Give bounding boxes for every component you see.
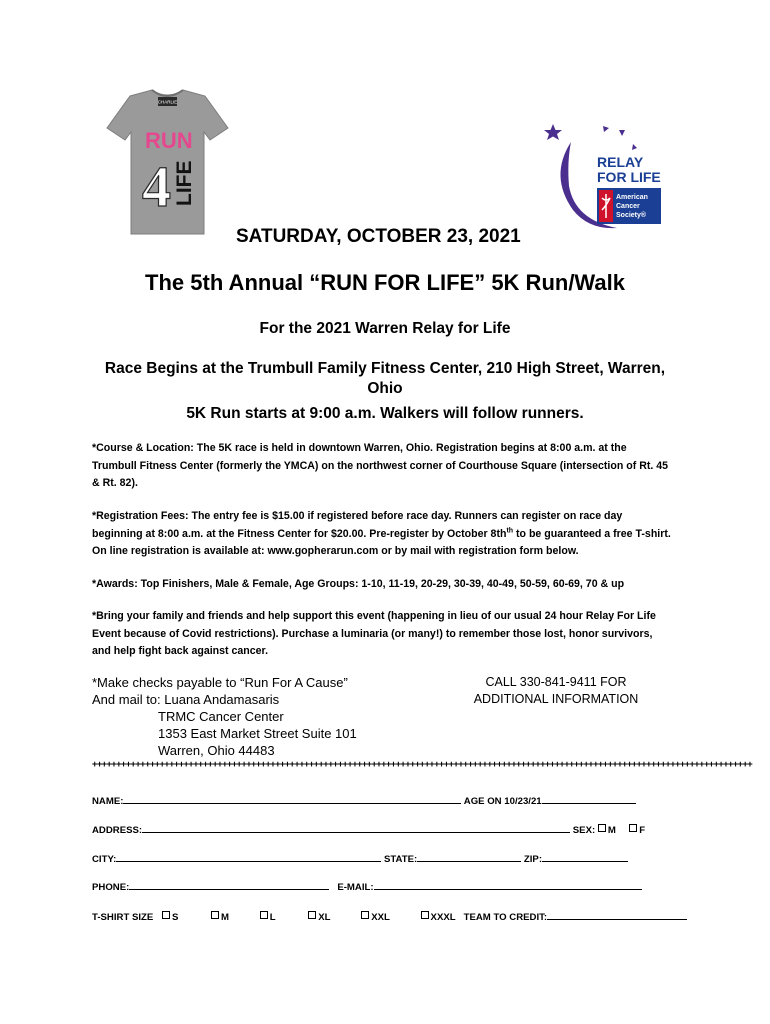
checks-payable: *Make checks payable to “Run For A Cause” — [92, 675, 348, 690]
size-xxl-checkbox[interactable] — [361, 911, 369, 919]
size-xl-checkbox[interactable] — [308, 911, 316, 919]
race-location: Race Begins at the Trumbull Family Fitness Center, 210 High Street, Warren, Ohio — [104, 360, 666, 397]
call-info-line2: ADDITIONAL INFORMATION — [473, 692, 639, 706]
name-field[interactable] — [123, 794, 461, 804]
city-field[interactable] — [116, 852, 381, 862]
star-icon — [544, 124, 562, 140]
logo-relay-text: RELAY — [597, 154, 644, 170]
zip-field[interactable] — [542, 852, 628, 862]
size-s-checkbox[interactable] — [162, 911, 170, 919]
event-subtitle: For the 2021 Warren Relay for Life — [259, 320, 511, 337]
plus-divider: +++++++++++++++++++++++++++++++++++++++++++++++++++++++++++++++++++++++++++++++++++++++++++++++++++++++++++++++++++++++++++++++++++++++++ — [92, 760, 753, 770]
size-xxl-label: XXL — [371, 912, 390, 923]
email-label: E-MAIL: — [337, 882, 374, 893]
event-date: SATURDAY, OCTOBER 23, 2021 — [236, 226, 521, 247]
mail-to: And mail to: Luana Andamasaris — [92, 692, 280, 707]
phone-label: PHONE: — [92, 882, 130, 893]
form-row-tshirt — [92, 910, 687, 923]
sex-f-label: F — [639, 825, 646, 836]
age-field[interactable] — [542, 794, 636, 804]
acs-text-2: Cancer — [616, 203, 640, 210]
size-m-checkbox[interactable] — [211, 911, 219, 919]
form-row-city — [92, 852, 628, 865]
registration-fees-paragraph: *Registration Fees: The entry fee is $15.00 if registered before race day. Runners can register on race day beginning at 8:00 a.m. at the Fitness Center for $20.00. Pre-register by October $8th^{th}$ to be guaranteed a free T-shirt. On line registration is available at: www.gopherarun.com or by mail with registration form below. — [92, 510, 671, 557]
mailing-instructions — [92, 674, 357, 759]
tshirt-size-label: T-SHIRT SIZE — [92, 912, 154, 923]
phone-field[interactable] — [129, 880, 329, 890]
tshirt-run-text: RUN — [145, 128, 193, 153]
address-field[interactable] — [142, 823, 570, 833]
tshirt-life-text: LIFE — [173, 160, 196, 206]
size-l-label: L — [269, 912, 276, 923]
bring-family-paragraph: *Bring your family and friends and help support this event (happening in lieu of our usual 24 hour Relay For Life Event because of Covid restrictions). Purchase a luminaria (or many!) to remember those lost, honor survivors, and help fight back against cancer. — [92, 610, 656, 657]
logo-for-life-text: FOR LIFE — [597, 169, 661, 185]
email-field[interactable] — [374, 880, 642, 890]
sex-m-label: M — [607, 825, 616, 836]
acs-text-3: Society® — [616, 212, 647, 219]
tshirt-number: 4 — [142, 154, 171, 219]
sex-label: SEX: — [572, 825, 596, 836]
neck-label: CHARLIE — [157, 99, 178, 105]
mail-address-line1: TRMC Cancer Center — [158, 709, 284, 724]
age-label: AGE ON 10/23/21 — [463, 796, 542, 807]
event-title: The 5th Annual “RUN FOR LIFE” 5K Run/Walk — [145, 270, 625, 295]
size-xl-label: XL — [318, 912, 331, 923]
awards-paragraph: *Awards: Top Finishers, Male & Female, Age Groups: 1-10, 11-19, 20-29, 30-39, 40-49, 50-59, 60-69, 70 & up — [92, 578, 625, 590]
mail-address-line2: 1353 East Market Street Suite 101 — [158, 726, 357, 741]
call-info — [470, 674, 642, 708]
name-label: NAME: — [92, 796, 124, 807]
team-label: TEAM TO CREDIT: — [463, 912, 548, 923]
city-label: CITY: — [92, 854, 117, 865]
acs-text-1: American — [616, 194, 648, 201]
size-m-label: M — [221, 912, 230, 923]
mail-address-line3: Warren, Ohio 44483 — [158, 743, 275, 758]
size-xxxl-label: XXXL — [430, 912, 456, 923]
course-location-paragraph: *Course & Location: The 5K race is held in downtown Warren, Ohio. Registration begins at 8:00 a.m. at the Trumbull Fitness Center (formerly the YMCA) on the northwest corner of Courthouse Square (intersection of Rt. 45 & Rt. 82). — [92, 442, 669, 489]
zip-label: ZIP: — [523, 854, 543, 865]
sex-m-checkbox[interactable] — [598, 824, 606, 832]
form-row-name — [92, 794, 636, 807]
state-label: STATE: — [384, 854, 418, 865]
size-xxxl-checkbox[interactable] — [421, 911, 429, 919]
team-field[interactable] — [547, 910, 687, 920]
run-4-life-tshirt-image — [100, 88, 235, 236]
form-row-phone — [92, 880, 642, 893]
state-field[interactable] — [417, 852, 521, 862]
size-s-label: S — [171, 912, 179, 923]
size-l-checkbox[interactable] — [260, 911, 268, 919]
form-row-address — [92, 823, 645, 836]
relay-for-life-logo — [545, 118, 675, 236]
sex-f-checkbox[interactable] — [629, 824, 637, 832]
call-info-line1: CALL 330-841-9411 FOR — [485, 675, 627, 689]
start-time: 5K Run starts at 9:00 a.m. Walkers will follow runners. — [186, 405, 584, 422]
address-label: ADDRESS: — [92, 825, 143, 836]
